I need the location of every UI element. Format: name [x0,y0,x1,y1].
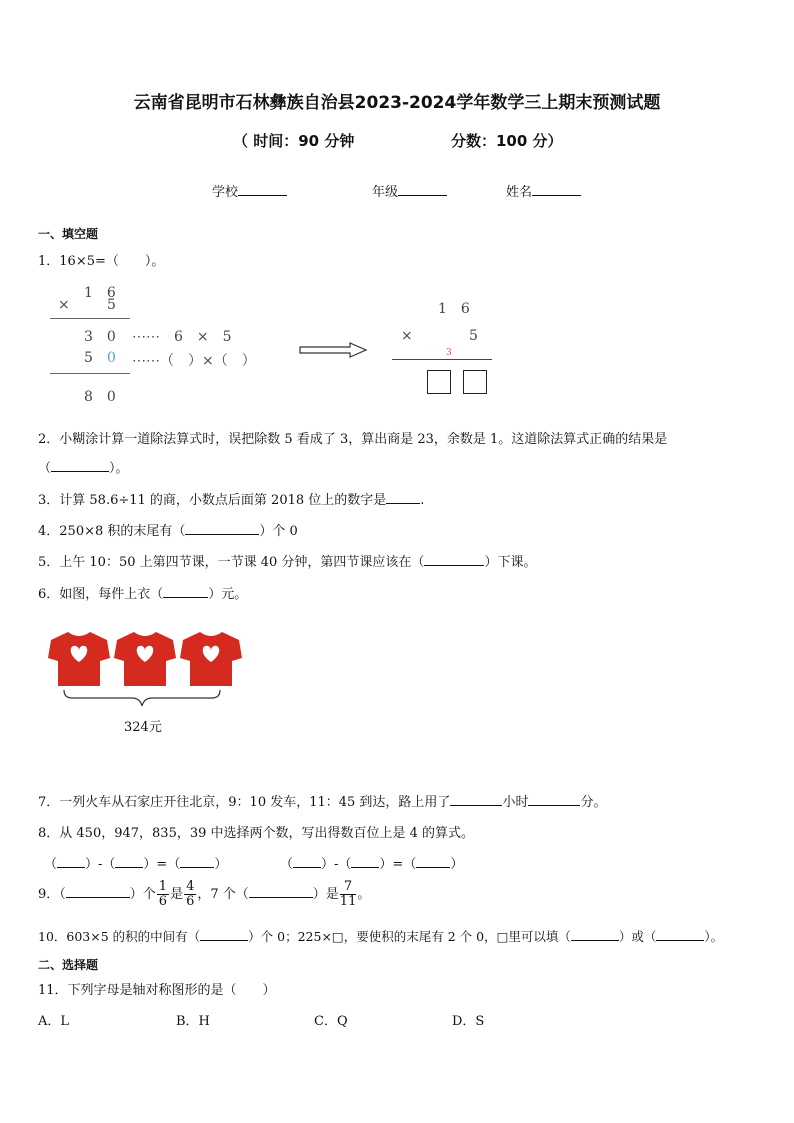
question-9: 9．（ ）个 $\frac{1}{6}$ 是 $\frac{4}{6}$ ，7 个（ ）是 $\frac{7}{11}$ 。 [38,879,371,909]
answer-blank[interactable] [51,471,109,472]
expression-2: （ ）-（ ）=（ ） [280,857,464,872]
option-b[interactable]: B．H [176,1014,210,1029]
answer-blank[interactable] [293,867,321,868]
question-2-line2: （ ）。 [38,461,129,476]
answer-blank[interactable] [424,565,484,566]
option-a[interactable]: A．L [38,1014,70,1029]
question-6: 6．如图，每件上衣（ ）元。 [38,587,248,602]
answer-blank[interactable] [571,940,619,941]
answer-blank[interactable] [200,940,248,941]
name-field[interactable]: 姓名 [506,181,581,200]
vm-left-top: 1 6 [84,285,116,301]
vm-left-mul: 5 [107,297,116,313]
grade-field[interactable]: 年级 [372,181,447,200]
answer-blank[interactable] [656,940,704,941]
vm-left-row2-digit: 5 [84,350,93,366]
answer-blank[interactable] [528,805,580,806]
answer-blank[interactable] [351,867,379,868]
vm-right-op: × [401,328,413,344]
vm-left-op: × [58,297,70,313]
vm-right-mul: 5 [469,328,478,344]
vm-left-line1 [50,318,130,319]
answer-blank[interactable] [115,867,143,868]
option-c[interactable]: C．Q [314,1014,348,1029]
question-4: 4．250×8 积的末尾有（ ）个 0 [38,524,298,539]
question-2-line1: 2．小糊涂计算一道除法算式时，误把除数 5 看成了 3，算出商是 23，余数是 1。这道除法算式正确的结果是 [38,432,668,447]
vm-left-result: 8 0 [84,389,116,405]
answer-blank[interactable] [450,805,502,806]
vm-left-line2 [50,373,130,374]
answer-blank[interactable] [66,897,130,898]
fraction-7-11: $\frac{7}{11}$ [339,879,357,909]
section-choice-heading: 二、选择题 [38,958,99,972]
answer-blank[interactable] [185,534,259,535]
answer-box-tens[interactable] [427,370,451,394]
vm-left-row2-note: ⋯⋯（ ）×（ ） [132,353,256,369]
arrow-icon [298,342,368,358]
vm-left-row1-note: ⋯⋯ 6 × 5 [132,329,232,345]
total-price-label: 324元 [124,720,162,735]
question-3: 3．计算 58.6÷11 的商，小数点后面第 2018 位上的数字是 . [38,493,425,508]
brace-icon [64,690,220,706]
exam-score: 分数：100 分） [451,132,563,150]
answer-blank[interactable] [180,867,214,868]
expression-1: （ ）-（ ）=（ ） [44,857,228,872]
question-7: 7．一列火车从石家庄开往北京，9：10 发车，11：45 到达，路上用了 小时 分。 [38,795,607,810]
exam-time: （ 时间：90 分钟 [233,132,355,150]
answer-box-ones[interactable] [463,370,487,394]
fraction-4-6: $\frac{4}{6}$ [186,879,195,909]
tshirt-icon [180,632,242,686]
question-8: 8．从 450，947，835，39 中选择两个数，写出得数百位上是 4 的算式。 [38,826,475,841]
vm-right-carry: 3 [446,348,452,358]
tshirt-icon [114,632,176,686]
vm-right-line [392,359,492,360]
tshirt-icon [48,632,110,686]
answer-blank[interactable] [416,867,450,868]
answer-blank[interactable] [57,867,85,868]
question-10: 10．603×5 的积的中间有（ ）个 0；225×□，要使积的末尾有 2 个 0，□里可以填（ ）或（ ）。 [38,929,724,944]
fraction-1-6: $\frac{1}{6}$ [158,879,168,909]
page-title: 云南省昆明市石林彝族自治县2023-2024学年数学三上期末预测试题 [133,93,661,113]
option-d[interactable]: D．S [452,1014,485,1029]
vm-left-row1: 3 0 [84,329,116,345]
answer-blank[interactable] [386,503,420,504]
vm-left-row2-digit-blue: 0 [107,350,116,366]
answer-blank[interactable] [163,597,208,598]
question-5: 5．上午 10：50 上第四节课，一节课 40 分钟，第四节课应该在（ ）下课。 [38,555,537,570]
school-field[interactable]: 学校 [212,181,287,200]
question-11: 11．下列字母是轴对称图形的是（ ） [38,983,276,998]
answer-blank[interactable] [249,897,313,898]
vm-right-top: 1 6 [438,301,470,317]
section-fill-heading: 一、填空题 [38,227,99,241]
question-1: 1．16×5=（ ）。 [38,254,165,269]
